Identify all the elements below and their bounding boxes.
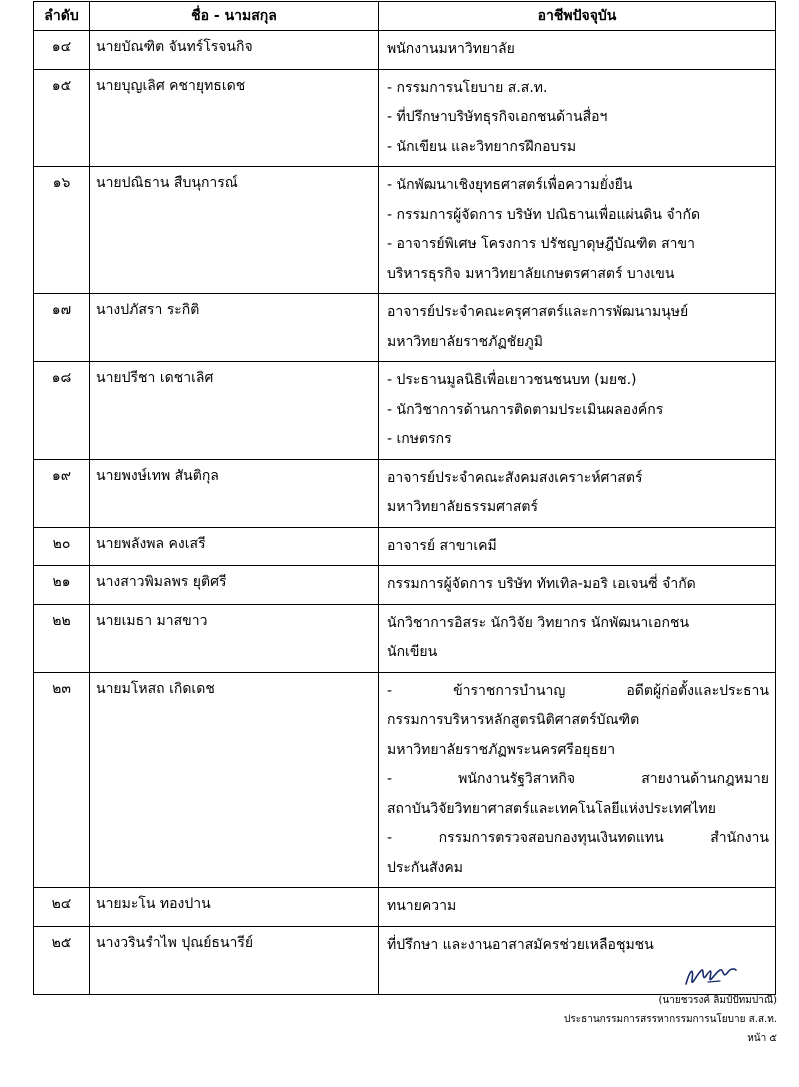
occupation-line: ทนายความ: [387, 898, 457, 914]
header-order: ลำดับ: [34, 2, 90, 31]
member-name: นายปณิธาน สืบนุการณ์: [90, 167, 379, 294]
table-row: [34, 167, 776, 294]
occupation-cell: [379, 69, 776, 167]
member-name: นางวรินรำไพ ปุณย์ธนารีย์: [90, 926, 379, 994]
member-name: นางสาวพิมลพร ยุติศรี: [90, 566, 379, 605]
row-number: ๑๕: [34, 69, 90, 167]
occupation-cell: [379, 888, 776, 927]
occupation-line: - นักเขียน และวิทยากรฝึกอบรม: [387, 138, 577, 155]
table-row: [34, 69, 776, 167]
table-header-row: [34, 2, 776, 31]
occupation-line: - กรรมการตรวจสอบกองทุนเงินทดแทน สำนักงาน: [387, 830, 769, 846]
table-body: [34, 31, 776, 995]
occupation-line: กรรมการบริหารหลักสูตรนิติศาสตร์บัณฑิต: [387, 712, 640, 728]
signer-name: (นายชวรงค์ ลิมป์ปัทมปาณี): [658, 995, 777, 1006]
table-row: [34, 566, 776, 605]
occupation-cell: [379, 566, 776, 605]
occupation-line: มหาวิทยาลัยราชภัฏพระนครศรีอยุธยา: [387, 741, 616, 758]
signature-block: [564, 994, 777, 1045]
row-number: ๒๐: [34, 527, 90, 566]
occupation-line: - ข้าราชการบำนาญ อดีตผู้ก่อตั้งและประธาน: [387, 682, 769, 699]
occupation-line: - นักวิชาการด้านการติดตามประเมินผลองค์กร: [387, 401, 664, 418]
table-row: [34, 362, 776, 460]
table-row: [34, 888, 776, 927]
table-row: [34, 527, 776, 566]
row-number: ๒๕: [34, 926, 90, 994]
row-number: ๑๘: [34, 362, 90, 460]
occupation-line: กรรมการผู้จัดการ บริษัท ทัทเทิล-มอริ เอเจนซี่ จำกัด: [387, 576, 696, 592]
occupation-line: อาจารย์ สาขาเคมี: [387, 537, 497, 554]
occupation-line: บริหารธุรกิจ มหาวิทยาลัยเกษตรศาสตร์ บางเขน: [387, 265, 675, 282]
occupation-cell: [379, 604, 776, 672]
occupation-line: พนักงานมหาวิทยาลัย: [387, 41, 515, 57]
table-row: [34, 31, 776, 70]
occupation-cell: [379, 167, 776, 294]
row-number: ๑๗: [34, 294, 90, 362]
occupation-line: อาจารย์ประจำคณะสังคมสงเคราะห์ศาสตร์: [387, 469, 643, 486]
row-number: ๑๙: [34, 459, 90, 527]
occupation-cell: [379, 31, 776, 70]
member-name: นายปรีชา เดชาเลิศ: [90, 362, 379, 460]
table-row: [34, 926, 776, 994]
occupation-line: นักเขียน: [387, 644, 438, 660]
row-number: ๒๒: [34, 604, 90, 672]
header-occupation: อาชีพปัจจุบัน: [379, 2, 776, 31]
occupation-line: - เกษตรกร: [387, 431, 452, 447]
member-name: นางปภัสรา ระกิติ: [90, 294, 379, 362]
occupation-cell: [379, 527, 776, 566]
row-number: ๒๔: [34, 888, 90, 927]
occupation-line: มหาวิทยาลัยธรรมศาสตร์: [387, 499, 538, 515]
signature-icon: [680, 962, 740, 992]
table-row: [34, 604, 776, 672]
occupation-cell: [379, 459, 776, 527]
header-name: ชื่อ - นามสกุล: [90, 2, 379, 31]
row-number: ๑๔: [34, 31, 90, 70]
occupation-line: อาจารย์ประจำคณะครุศาสตร์และการพัฒนามนุษย์: [387, 304, 689, 320]
member-name: นายบุญเลิศ คชายุทธเดช: [90, 69, 379, 167]
occupation-line: - ที่ปรึกษาบริษัทธุรกิจเอกชนด้านสื่อฯ: [387, 109, 608, 125]
occupation-line: ประกันสังคม: [387, 859, 463, 876]
signer-position: ประธานกรรมการสรรหากรรมการนโยบาย ส.ส.ท.: [564, 1014, 777, 1025]
page-number: หน้า ๕: [747, 1033, 777, 1044]
member-name: นายมโหสถ เกิดเดช: [90, 672, 379, 888]
member-name: นายพลังพล คงเสรี: [90, 527, 379, 566]
occupation-line: มหาวิทยาลัยราชภัฏชัยภูมิ: [387, 333, 543, 350]
row-number: ๒๓: [34, 672, 90, 888]
table-row: [34, 672, 776, 888]
row-number: ๑๖: [34, 167, 90, 294]
member-name: นายบัณฑิต จันทร์โรจนกิจ: [90, 31, 379, 70]
occupation-line: - พนักงานรัฐวิสาหกิจ สายงานด้านกฎหมาย: [387, 771, 769, 787]
occupation-line: สถาบันวิจัยวิทยาศาสตร์และเทคโนโลยีแห่งประเทศไทย: [387, 800, 716, 817]
occupation-cell: [379, 294, 776, 362]
occupation-line: - กรรมการนโยบาย ส.ส.ท.: [387, 79, 548, 96]
occupation-line: นักวิชาการอิสระ นักวิจัย วิทยากร นักพัฒนาเอกชน: [387, 614, 690, 631]
row-number: ๒๑: [34, 566, 90, 605]
occupation-line: - นักพัฒนาเชิงยุทธศาสตร์เพื่อความยั่งยืน: [387, 177, 633, 193]
committee-table: [33, 1, 776, 995]
table-row: [34, 294, 776, 362]
occupation-line: - ประธานมูลนิธิเพื่อเยาวชนชนบท (มยช.): [387, 372, 637, 388]
occupation-line: - กรรมการผู้จัดการ บริษัท ปณิธานเพื่อแผ่นดิน จำกัด: [387, 206, 701, 223]
member-name: นายมะโน ทองปาน: [90, 888, 379, 927]
occupation-cell: [379, 362, 776, 460]
occupation-line: ที่ปรึกษา และงานอาสาสมัครช่วยเหลือชุมชน: [387, 936, 654, 953]
occupation-cell: [379, 672, 776, 888]
occupation-line: - อาจารย์พิเศษ โครงการ ปรัชญาดุษฎีบัณฑิต สาขา: [387, 236, 695, 252]
table-row: [34, 459, 776, 527]
member-name: นายเมธา มาสขาว: [90, 604, 379, 672]
member-name: นายพงษ์เทพ สันติกุล: [90, 459, 379, 527]
